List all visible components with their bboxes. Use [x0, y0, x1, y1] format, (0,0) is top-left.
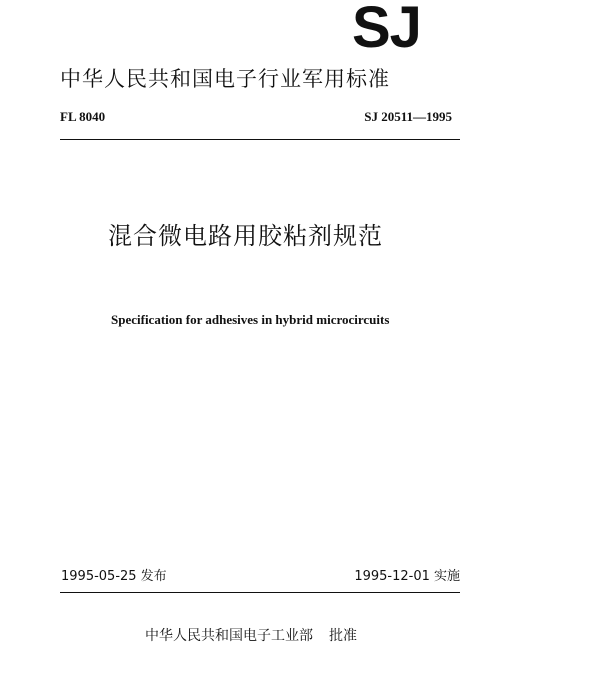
sj-logo: SJ — [352, 0, 421, 60]
organization-title: 中华人民共和国电子行业军用标准 — [60, 67, 390, 91]
classification-code: FL 8040 — [60, 109, 106, 124]
issue-date: 1995-05-25 发布 — [61, 569, 167, 584]
footer-divider — [60, 592, 460, 593]
header-divider — [60, 139, 460, 140]
implementation-date: 1995-12-01 实施 — [354, 569, 460, 584]
document-title-chinese: 混合微电路用胶粘剂规范 — [108, 222, 383, 250]
standard-number: SJ 20511—1995 — [364, 109, 452, 124]
document-title-english: Specification for adhesives in hybrid microcircuits — [111, 312, 390, 327]
issuer-name: 中华人民共和国电子工业部 — [145, 628, 313, 644]
approval-label: 批准 — [329, 628, 357, 644]
issuing-authority — [145, 626, 357, 646]
